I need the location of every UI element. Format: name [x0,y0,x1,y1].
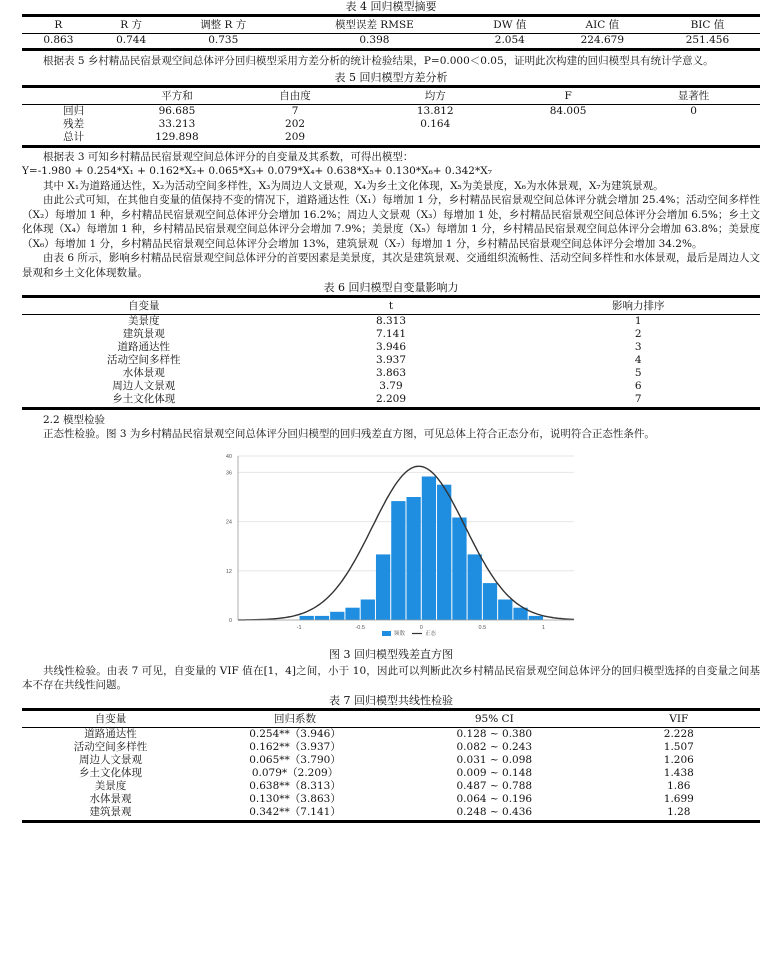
histogram-bar [315,615,329,619]
figure3-caption: 图 3 回归模型残差直方图 [329,647,453,661]
histogram-bar [483,583,497,620]
x-tick-label: 1 [541,624,545,631]
paragraph-collinearity-test: 共线性检验。由表 7 可见，自变量的 VIF 值在[1，4]之间，小于 10，因此可以判断此次乡村精品民宿景观空间总体评分的回归模型选择的自变量之间基本不存在共线性问题。 [22,664,760,691]
table6-cell: 水体景观 [122,367,165,379]
y-tick-label: 0 [228,617,232,624]
y-tick-label: 24 [225,519,232,526]
histogram-bar [376,554,390,620]
table6-cell: 活动空间多样性 [107,354,181,366]
table6-header: 影响力排序 [516,297,760,315]
table-row [22,354,760,367]
table5-caption: 表 5 回归模型方差分析 [334,70,448,84]
histogram-bar [452,517,466,620]
table7-cell: 0.031 ~ 0.098 [456,753,533,766]
table-row [22,104,760,118]
table6-cell: 4 [634,354,642,366]
normal-curve-line [238,466,574,620]
table4-header: AIC 值 [550,16,655,34]
histogram-bar [345,607,359,619]
table7-cell: 2.228 [663,727,694,740]
table5-header [22,86,125,104]
table7-cell: 乡土文化体现 [79,766,143,779]
table7-header: 回归系数 [199,709,391,727]
table6-cell: 3.863 [375,367,407,379]
table5-cell [509,118,627,131]
table7-cell: 1.699 [663,792,694,805]
table4-cell: 0.744 [95,34,168,50]
table7-cell: 0.128 ~ 0.380 [456,727,533,740]
paragraph-coefficient-interpretation: 由此公式可知，在其他自变量的值保持不变的情况下，道路通达性（X₁）每增加 1 分，乡村精品民宿景观空间总体评分就会增加 25.4%；活动空间多样性（X₂）每增加 1 种，乡村精品民宿景观空间总体评分会增加 16.2%；周边人文景观（X₃）每增加 1 处，乡村精品民宿景观空间总体评分会增加 6.5%；乡土文化体现（X₄）每增加 1 种，乡村精品民宿景观空间总体评分会增加 7.9%；美景度（X₅）每增加 1 分，乡村精品民宿景观空间总体评分会增加 63.8%；美景度（X₆）每增加 1 分，乡村精品民宿景观空间总体评分会增加 13%，建筑景观（X₇）每增加 1 分，乡村精品民宿景观空间总体评分会增加 34.2%。 [22,194,760,250]
table6-cell: 3.937 [375,354,407,366]
table7-cell: 0.009 ~ 0.148 [456,766,533,779]
table5-cell: 129.898 [125,131,228,147]
histogram-bar [300,615,314,619]
table7-cell: 水体景观 [89,792,132,805]
table5-header: 平方和 [125,86,228,104]
table4-cell: 224.679 [550,34,655,50]
y-tick-label: 36 [225,469,232,476]
table4-header: DW 值 [470,16,550,34]
regression-formula: Y=-1.980 + 0.254*X₁ + 0.162*X₂+ 0.065*X₃+ 0.079*X₄+ 0.638*X₅+ 0.130*X₆+ 0.342*X₇ [22,165,492,177]
histogram-bar [361,599,375,620]
residual-histogram [22,442,760,642]
table7-cell: 0.254**（3.946） [249,727,341,740]
table7-collinearity [22,708,760,823]
histogram-bar [498,599,512,620]
table7-cell: 1.206 [663,753,694,766]
table7-header: 95% CI [391,709,598,727]
table7-cell: 0.082 ~ 0.243 [456,740,533,753]
table4-cell: 2.054 [470,34,550,50]
table5-cell: 0.164 [420,117,451,130]
paragraph-influence-ranking: 由表 6 所示，影响乡村精品民宿景观空间总体评分的首要因素是美景度，其次是建筑景观、交通组织流畅性、活动空间多样性和水体景观，最后是周边人文景观和乡土文化体现数量。 [22,252,760,279]
table6-header: 自变量 [22,297,266,315]
table6-cell: 7.141 [375,328,407,340]
y-tick-label: 40 [225,453,232,460]
table5-header: 均方 [361,86,509,104]
table5-cell [361,131,509,147]
table6-cell: 3.79 [379,380,403,392]
table5-cell: 7 [291,104,299,117]
histogram-bar [468,554,482,620]
table6-cell: 美景度 [128,315,160,327]
table7-cell: 1.86 [667,779,691,792]
table7-cell: 1.28 [598,806,760,822]
table4-cell: 0.398 [279,34,470,50]
table4-header: 模型误差 RMSE [279,16,470,34]
table6-cell: 5 [634,367,642,379]
table7-caption: 表 7 回归模型共线性检验 [329,693,453,707]
table-row [22,754,760,767]
table5-header: 自由度 [229,86,362,104]
table5-cell: 202 [285,117,306,130]
table5-header: 显著性 [627,86,760,104]
table6-cell: 周边人文景观 [112,380,176,392]
table7-cell: 0.064 ~ 0.196 [456,792,533,805]
table5-cell: 84.005 [549,104,587,117]
table6-header: t [266,297,517,315]
table5-cell: 残差 [63,117,85,130]
table7-cell: 0.162**（3.937） [249,740,341,753]
paragraph-model-intro: 根据表 3 可知乡村精品民宿景观空间总体评分的自变量及其系数，可得出模型： [43,150,414,163]
table-row [22,315,760,329]
table6-cell: 乡土文化体现 [22,393,266,409]
document-page [22,0,760,823]
table5-cell: 回归 [63,104,85,117]
table4-cell: 251.456 [655,34,760,50]
table5-cell [627,118,760,131]
table-row [22,118,760,131]
table7-cell: 0.079*（2.209） [251,766,339,779]
legend-label-bars: 频数 [394,630,406,637]
table4-cell: 0.735 [167,34,279,50]
table7-cell: 0.342**（7.141） [199,806,391,822]
table6-influence [22,295,760,410]
table7-header: 自变量 [22,709,199,727]
table6-cell: 7 [516,393,760,409]
table-row [22,806,760,822]
table4-model-summary [22,14,760,51]
table7-cell: 道路通达性 [84,727,137,740]
table-row [22,341,760,354]
table6-cell: 建筑景观 [122,328,165,340]
table4-header: BIC 值 [655,16,760,34]
table5-cell: 96.685 [158,104,196,117]
table6-cell: 3.946 [375,341,407,353]
table6-cell: 1 [634,315,642,327]
table6-cell: 3 [634,341,642,353]
x-tick-label: 0 [419,624,423,631]
paragraph-anova-intro: 根据表 5 乡村精品民宿景观空间总体评分回归模型采用方差分析的统计检验结果，P=0.000＜0.05，证明此次构建的回归模型具有统计学意义。 [43,55,714,67]
legend-swatch-bars [382,631,391,636]
histogram-bar [437,484,451,619]
table6-cell: 2 [634,328,642,340]
table6-cell: 6 [634,380,642,392]
table4-header: R 方 [95,16,168,34]
table6-cell: 道路通达性 [117,341,171,353]
legend-label-curve: 正态 [425,630,437,637]
x-tick-label: -1 [296,624,302,631]
histogram-bar [529,615,543,619]
table-row [22,131,760,147]
table7-cell: 1.438 [663,766,694,779]
table-row [22,393,760,409]
x-tick-label: -0.5 [355,624,365,631]
table5-anova [22,85,760,148]
table5-cell: 13.812 [416,104,454,117]
table7-cell: 美景度 [94,779,127,792]
table6-cell: 8.313 [375,315,407,327]
histogram-bar [330,611,344,619]
table5-cell: 33.213 [158,117,196,130]
table7-cell: 0.130**（3.863） [249,792,341,805]
table7-cell: 0.487 ~ 0.788 [456,779,533,792]
y-tick-label: 12 [225,568,232,575]
section-heading: 2.2 模型检验 [43,414,106,426]
table7-cell: 1.507 [663,740,694,753]
table7-header: VIF [598,709,760,727]
table-row [22,793,760,806]
table7-cell: 活动空间多样性 [73,740,148,753]
table5-cell [627,131,760,147]
table4-header: R [22,16,95,34]
histogram-bar [422,476,436,620]
table4-caption: 表 4 回归模型摘要 [345,0,437,13]
table-row [22,367,760,380]
table-row [22,34,760,50]
table-row [22,741,760,754]
figure3-container [22,442,760,642]
table5-cell: 209 [229,131,362,147]
table7-cell: 周边人文景观 [79,753,143,766]
table6-caption: 表 6 回归模型自变量影响力 [323,281,459,294]
table4-cell: 0.863 [22,34,95,50]
table-row [22,767,760,780]
table4-header: 调整 R 方 [167,16,279,34]
paragraph-normality-test: 正态性检验。图 3 为乡村精品民宿景观空间总体评分回归模型的回归残差直方图，可见总体上符合正态分布，说明符合正态性条件。 [43,428,655,440]
table-row [22,727,760,741]
table7-cell: 0.065**（3.790） [249,753,341,766]
table7-cell: 0.638**（8.313） [249,779,341,792]
table5-cell: 总计 [22,131,125,147]
histogram-bar [391,501,405,620]
x-tick-label: 0.5 [478,624,487,631]
histogram-bar [407,497,421,620]
table-row [22,380,760,393]
table-row [22,780,760,793]
table6-cell: 2.209 [266,393,517,409]
table7-cell: 建筑景观 [22,806,199,822]
paragraph-variable-definitions: 其中 X₁为道路通达性，X₂为活动空间多样性，X₃为周边人文景观，X₄为乡土文化体现，X₅为美景度，X₆为水体景观，X₇为建筑景观。 [43,179,664,192]
table-row [22,328,760,341]
table7-cell: 0.248 ~ 0.436 [391,806,598,822]
table5-header: F [509,86,627,104]
table5-cell: 0 [690,104,697,117]
table5-cell [509,131,627,147]
